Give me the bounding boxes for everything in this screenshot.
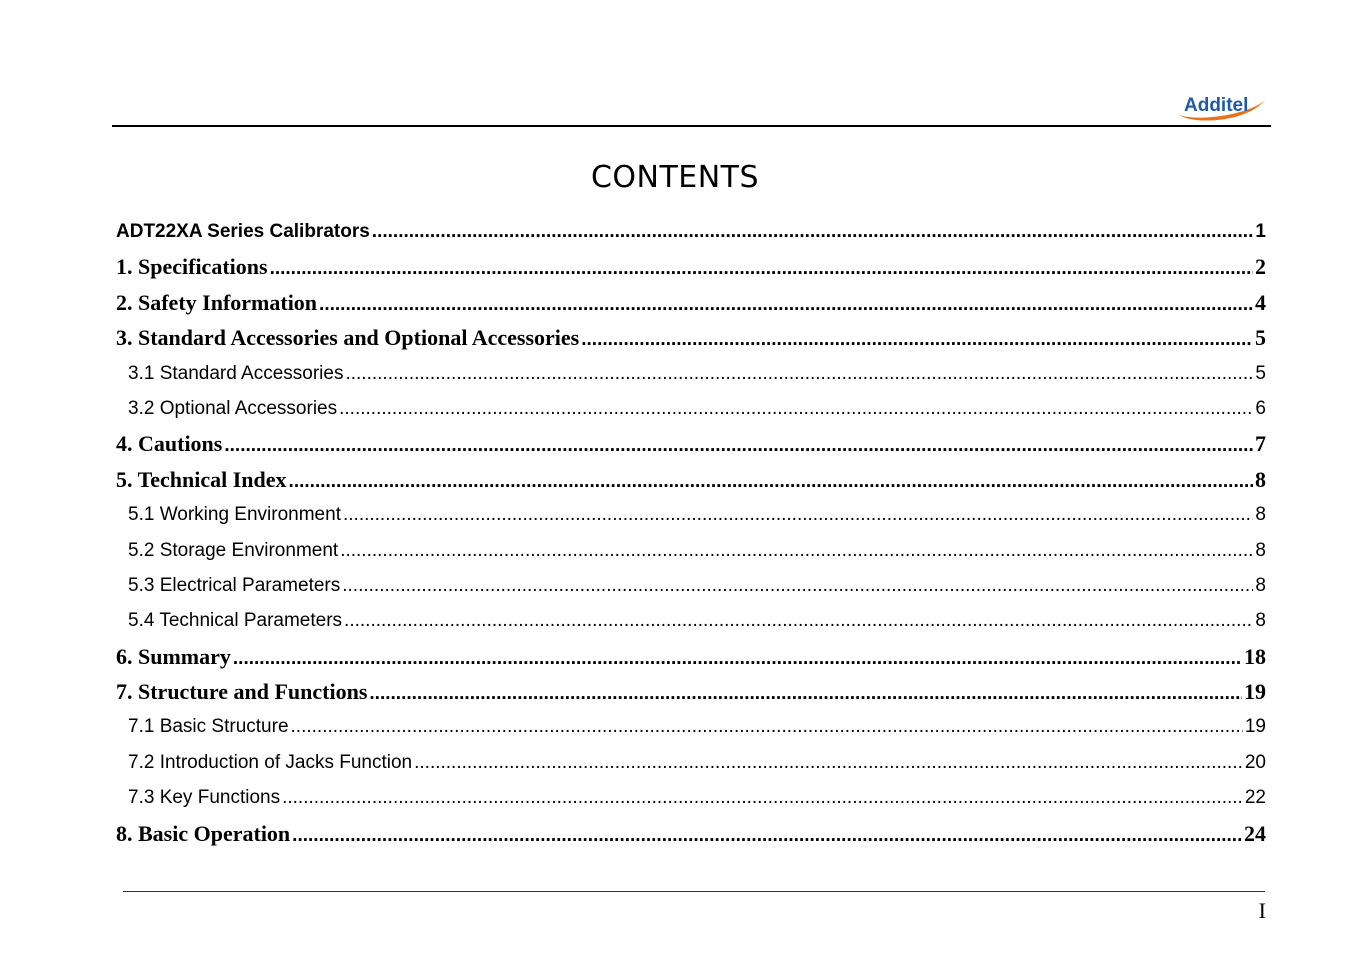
toc-entry[interactable] [116, 356, 1266, 391]
toc-dot-leader [372, 214, 1254, 249]
toc-entry-page: 19 [1244, 716, 1266, 738]
toc-entry-page: 22 [1244, 787, 1266, 809]
toc-entry-page: 1 [1255, 221, 1266, 242]
toc-entry-page: 8 [1255, 539, 1266, 561]
toc-entry[interactable] [116, 674, 1266, 709]
toc-entry[interactable] [116, 533, 1266, 568]
toc-entry-page: 5 [1255, 362, 1266, 384]
page-number: I [1258, 898, 1266, 923]
toc-entry-page: 8 [1255, 610, 1266, 632]
toc-dot-leader [289, 464, 1253, 497]
toc-dot-leader [339, 391, 1253, 426]
toc-entry-page: 4 [1255, 289, 1266, 315]
toc-entry[interactable] [116, 320, 1266, 355]
toc-entry[interactable] [116, 391, 1266, 426]
toc-entry[interactable] [116, 497, 1266, 532]
toc-dot-leader [319, 287, 1253, 320]
toc-entry-label: 7.3 Key Functions [128, 787, 281, 809]
toc-entry-page: 19 [1244, 679, 1266, 705]
toc-entry[interactable] [116, 745, 1266, 780]
toc-entry[interactable] [116, 816, 1266, 851]
additel-logo [1172, 88, 1272, 128]
toc-entry-label: 1. Specifications [116, 254, 268, 280]
toc-dot-leader [224, 428, 1253, 461]
toc-entry-label: 3.1 Standard Accessories [128, 362, 344, 384]
toc-dot-leader [292, 818, 1242, 851]
toc-dot-leader [343, 497, 1253, 532]
toc-entry-page: 8 [1255, 504, 1266, 526]
toc-dot-leader [414, 745, 1243, 780]
footer-rule [123, 891, 1265, 892]
toc-entry-label: 4. Cautions [116, 431, 223, 457]
toc-dot-leader [342, 568, 1253, 603]
toc-dot-leader [344, 603, 1253, 638]
toc-entry-label: 5.1 Working Environment [128, 504, 341, 526]
toc-entry-page: 20 [1244, 751, 1266, 773]
toc-dot-leader [581, 322, 1253, 355]
svg-text:Additel: Additel [1184, 95, 1249, 116]
page-title: CONTENTS [590, 160, 760, 195]
toc-entry[interactable] [116, 462, 1266, 497]
toc-entry-label: 6. Summary [116, 643, 231, 669]
toc-entry-page: 5 [1255, 325, 1266, 351]
toc-dot-leader [233, 641, 1242, 674]
toc-entry-page: 7 [1255, 431, 1266, 457]
toc-entry[interactable] [116, 780, 1266, 815]
toc-dot-leader [282, 780, 1243, 815]
toc-dot-leader [345, 356, 1253, 391]
toc-entry[interactable] [116, 603, 1266, 638]
toc-entry[interactable] [116, 568, 1266, 603]
toc-entry-page: 24 [1244, 820, 1266, 846]
toc-entry-label: 3. Standard Accessories and Optional Accessories [116, 325, 580, 351]
toc-entry-label: ADT22XA Series Calibrators [116, 221, 370, 242]
toc-entry[interactable] [116, 249, 1266, 284]
toc-entry-page: 6 [1255, 397, 1266, 419]
toc-entry-label: 5. Technical Index [116, 466, 287, 492]
toc-entry-label: 5.4 Technical Parameters [128, 610, 343, 632]
toc-entry[interactable] [116, 285, 1266, 320]
toc-entry-page: 18 [1244, 643, 1266, 669]
toc-entry-page: 8 [1255, 466, 1266, 492]
toc-entry-page: 2 [1255, 254, 1266, 280]
toc-entry[interactable] [116, 426, 1266, 461]
toc-entry-label: 7. Structure and Functions [116, 679, 368, 705]
toc-entry-label: 5.3 Electrical Parameters [128, 574, 341, 596]
toc-entry-label: 7.2 Introduction of Jacks Function [128, 751, 413, 773]
toc-entry-page: 8 [1255, 574, 1266, 596]
toc-entry[interactable] [116, 639, 1266, 674]
toc-entry-label: 8. Basic Operation [116, 820, 291, 846]
toc-dot-leader [270, 251, 1253, 284]
table-of-contents [116, 214, 1266, 851]
toc-dot-leader [369, 676, 1242, 709]
toc-entry-label: 2. Safety Information [116, 289, 318, 315]
toc-dot-leader [340, 533, 1253, 568]
header-rule [112, 125, 1271, 127]
toc-entry-label: 7.1 Basic Structure [128, 716, 289, 738]
toc-dot-leader [291, 709, 1243, 744]
toc-entry[interactable] [116, 214, 1266, 249]
toc-entry-label: 3.2 Optional Accessories [128, 397, 338, 419]
toc-entry-label: 5.2 Storage Environment [128, 539, 339, 561]
toc-entry[interactable] [116, 709, 1266, 744]
